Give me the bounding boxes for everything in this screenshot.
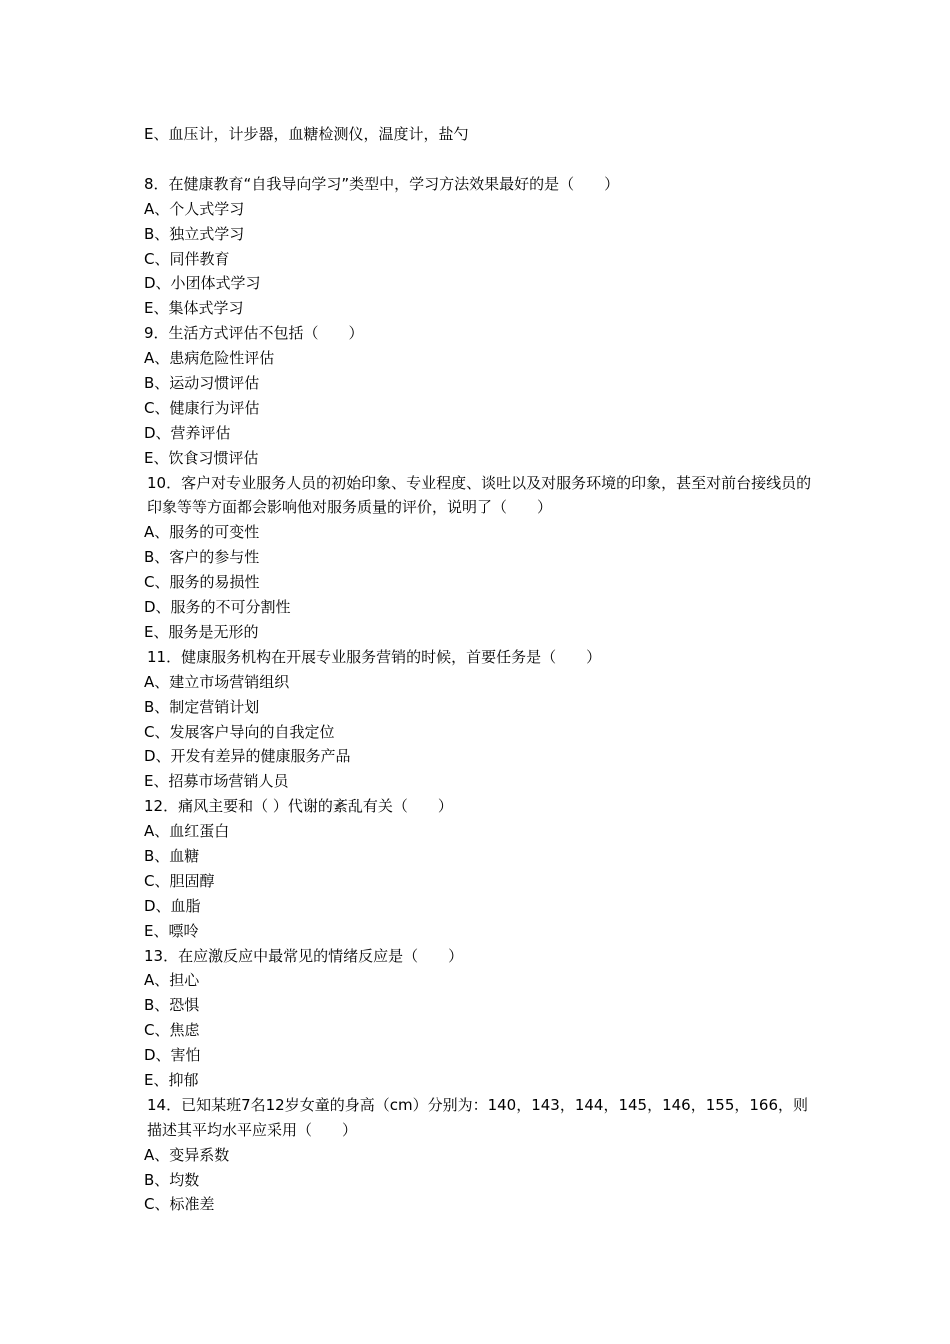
answer-option: A、个人式学习 [144,199,245,218]
answer-option: C、健康行为评估 [144,398,260,417]
answer-option: C、标准差 [144,1195,215,1214]
question-stem: 8．在健康教育“自我导向学习”类型中，学习方法效果最好的是（ ） [144,174,620,193]
answer-option: A、变异系数 [144,1145,230,1164]
answer-option: B、客户的参与性 [144,548,260,567]
answer-option: D、营养评估 [144,423,231,442]
question-block [144,944,814,1093]
question-stem: 9．生活方式评估不包括（ ） [144,324,364,343]
paragraph-gap [144,147,814,172]
answer-option: E、饮食习惯评估 [144,448,259,467]
answer-option: D、小团体式学习 [144,274,261,293]
answer-option: B、独立式学习 [144,224,245,243]
question-stem: 10．客户对专业服务人员的初始印象、专业程度、谈吐以及对服务环境的印象，甚至对前台接线员的印象等等方面都会影响他对服务质量的评价，说明了（ ） [147,473,812,517]
answer-option: D、害怕 [144,1046,201,1065]
question-block [144,1093,814,1217]
lead-option: E、血压计，计步器，血糖检测仪，温度计，盐勺 [144,125,469,143]
answer-option: C、胆固醇 [144,871,215,890]
answer-option: E、服务是无形的 [144,622,259,641]
answer-option: B、均数 [144,1170,200,1189]
question-stem: 14．已知某班7名12岁女童的身高（cm）分别为：140，143，144，145，146，155，166，则描述其平均水平应采用（ ） [147,1095,808,1139]
answer-option: B、恐惧 [144,996,200,1015]
answer-option: E、集体式学习 [144,299,244,318]
answer-option: A、担心 [144,971,200,990]
answer-option: B、血糖 [144,846,200,865]
answer-option: B、运动习惯评估 [144,374,260,393]
question-stem: 12．痛风主要和（ ）代谢的紊乱有关（ ） [144,797,453,816]
answer-option: E、招募市场营销人员 [144,772,289,791]
answer-option: C、服务的易损性 [144,573,260,592]
answer-option: A、建立市场营销组织 [144,672,290,691]
answer-option: A、患病危险性评估 [144,349,275,368]
answer-option: A、服务的可变性 [144,523,260,542]
answer-option: D、开发有差异的健康服务产品 [144,747,351,766]
question-stem: 11．健康服务机构在开展专业服务营销的时候，首要任务是（ ） [147,647,602,666]
answer-option: C、同伴教育 [144,249,230,268]
answer-option: E、抑郁 [144,1070,199,1089]
answer-option: A、血红蛋白 [144,822,230,841]
answer-option: D、血脂 [144,896,201,915]
question-stem: 13．在应激反应中最常见的情绪反应是（ ） [144,946,464,965]
answer-option: D、服务的不可分割性 [144,598,291,617]
question-block [144,321,814,470]
question-block [144,172,814,321]
question-block [144,645,814,794]
question-block [144,794,814,943]
answer-option: E、嘌呤 [144,921,199,940]
answer-option: C、焦虑 [144,1021,200,1040]
answer-option: C、发展客户导向的自我定位 [144,722,335,741]
answer-option: B、制定营销计划 [144,697,260,716]
document-page [144,122,814,1217]
question-block [144,471,814,645]
